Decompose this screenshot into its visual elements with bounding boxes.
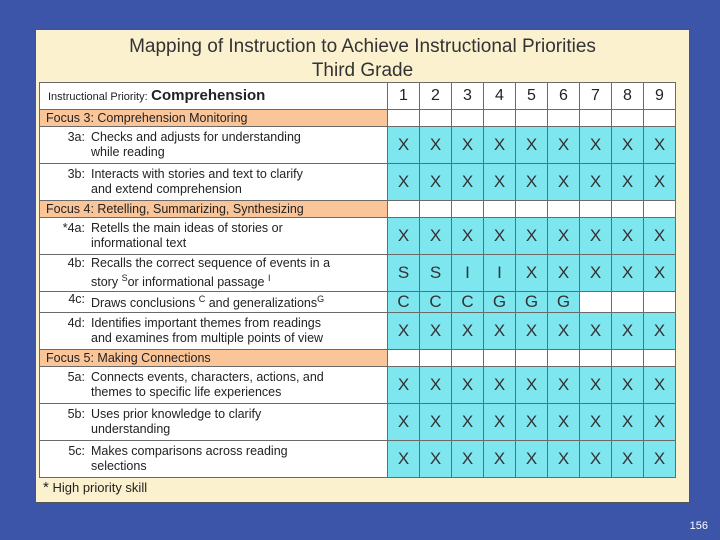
skill-description — [40, 404, 388, 441]
focus-label: Focus 4: Retelling, Summarizing, Synthesizing — [40, 201, 388, 218]
focus-label: Focus 5: Making Connections — [40, 350, 388, 367]
skill-index: *4a: — [62, 221, 85, 235]
grade-mark: C — [452, 292, 484, 313]
grade-mark: X — [580, 441, 612, 478]
empty-cell — [420, 201, 452, 218]
focus-label: Focus 3: Comprehension Monitoring — [40, 110, 388, 127]
grade-mark: X — [516, 404, 548, 441]
grade-mark: X — [612, 313, 644, 350]
mapping-table — [39, 82, 676, 478]
grade-mark: X — [644, 218, 676, 255]
skill-row — [40, 313, 676, 350]
skill-row — [40, 164, 676, 201]
empty-cell — [644, 110, 676, 127]
grade-mark: X — [548, 367, 580, 404]
skill-description — [40, 367, 388, 404]
grade-mark: X — [644, 404, 676, 441]
grade-header: 1 — [388, 83, 420, 110]
slide — [35, 29, 690, 503]
header-row — [40, 83, 676, 110]
grade-mark: X — [580, 255, 612, 292]
skill-description — [40, 164, 388, 201]
skill-description — [40, 292, 388, 313]
title: Mapping of Instruction to Achieve Instructional Priorities — [129, 36, 596, 57]
grade-mark: X — [452, 441, 484, 478]
skill-index: 5a: — [67, 370, 85, 384]
skill-description — [40, 255, 388, 292]
footnote-text: High priority skill — [52, 480, 148, 495]
grade-mark: X — [516, 367, 548, 404]
grade-mark: X — [420, 313, 452, 350]
skill-index: 4b: — [67, 255, 85, 270]
empty-cell — [548, 350, 580, 367]
grade-header: 8 — [612, 83, 644, 110]
grade-header: 5 — [516, 83, 548, 110]
skill-row — [40, 367, 676, 404]
grade-mark: X — [580, 164, 612, 201]
grade-mark: X — [484, 404, 516, 441]
skill-index: 5b: — [67, 407, 85, 421]
empty-cell — [580, 350, 612, 367]
priority-cell — [40, 83, 388, 110]
grade-mark: X — [484, 313, 516, 350]
skill-index: 3b: — [67, 167, 85, 181]
grade-mark: X — [388, 441, 420, 478]
empty-cell — [420, 110, 452, 127]
grade-mark: I — [452, 255, 484, 292]
empty-cell — [548, 201, 580, 218]
skill-row — [40, 441, 676, 478]
grade-mark: X — [516, 255, 548, 292]
empty-cell — [484, 350, 516, 367]
grade-mark: X — [516, 313, 548, 350]
skill-text: Checks and adjusts for understanding while reading — [91, 130, 301, 159]
grade-mark: X — [580, 313, 612, 350]
empty-cell — [548, 110, 580, 127]
skill-index: 4c: — [68, 292, 85, 307]
skill-row — [40, 404, 676, 441]
empty-cell — [388, 350, 420, 367]
empty-cell — [388, 110, 420, 127]
focus-row — [40, 110, 676, 127]
grade-mark — [580, 292, 612, 313]
grade-mark: X — [452, 218, 484, 255]
grade-mark: X — [580, 218, 612, 255]
grade-mark: X — [388, 367, 420, 404]
empty-cell — [420, 350, 452, 367]
grade-mark: X — [580, 367, 612, 404]
empty-cell — [612, 350, 644, 367]
grade-mark: C — [388, 292, 420, 313]
empty-cell — [452, 110, 484, 127]
grade-mark: X — [388, 218, 420, 255]
grade-mark: X — [516, 127, 548, 164]
grade-header: 7 — [580, 83, 612, 110]
priority-star: * — [62, 221, 68, 235]
grade-mark: X — [388, 313, 420, 350]
empty-cell — [580, 110, 612, 127]
grade-mark: S — [388, 255, 420, 292]
grade-mark: X — [548, 255, 580, 292]
footnote — [43, 479, 147, 496]
focus-row — [40, 201, 676, 218]
skill-text: Recalls the correct sequence of events in a story $^S$or informational passage $^I$ — [91, 255, 331, 290]
grade-mark: X — [420, 404, 452, 441]
skill-text: Retells the main ideas of stories or informational text — [91, 221, 283, 250]
footnote-star: * — [43, 479, 49, 496]
grade-mark: I — [484, 255, 516, 292]
grade-mark: X — [420, 367, 452, 404]
grade-header: 4 — [484, 83, 516, 110]
grade-mark: X — [420, 441, 452, 478]
skill-description — [40, 313, 388, 350]
skill-text: Makes comparisons across reading selections — [91, 444, 288, 473]
grade-mark: X — [644, 367, 676, 404]
grade-mark: X — [548, 441, 580, 478]
grade-mark: X — [452, 313, 484, 350]
grade-mark: X — [388, 164, 420, 201]
focus-row — [40, 350, 676, 367]
empty-cell — [644, 201, 676, 218]
skill-text: Draws conclusions $^C$ and generalizations$^G$ — [91, 294, 325, 311]
grade-mark: X — [484, 218, 516, 255]
subtitle: Third Grade — [311, 60, 414, 81]
grade-header: 6 — [548, 83, 580, 110]
empty-cell — [516, 201, 548, 218]
grade-mark: X — [612, 218, 644, 255]
grade-mark: X — [644, 164, 676, 201]
grade-mark: X — [548, 404, 580, 441]
grade-mark: X — [388, 404, 420, 441]
skill-text: Uses prior knowledge to clarify understanding — [91, 407, 262, 436]
grade-mark — [644, 292, 676, 313]
grade-mark: X — [548, 127, 580, 164]
empty-cell — [612, 110, 644, 127]
grade-header: 2 — [420, 83, 452, 110]
skill-row — [40, 127, 676, 164]
grade-mark: X — [612, 441, 644, 478]
grade-mark: X — [644, 313, 676, 350]
empty-cell — [612, 201, 644, 218]
grade-mark: C — [420, 292, 452, 313]
grade-mark: X — [612, 164, 644, 201]
grade-mark: X — [516, 218, 548, 255]
grade-mark: X — [644, 441, 676, 478]
grade-mark: X — [548, 218, 580, 255]
skill-row — [40, 255, 676, 292]
skill-index: 5c: — [68, 444, 85, 458]
skill-index: 4d: — [67, 316, 85, 330]
grade-mark: X — [612, 367, 644, 404]
grade-mark: X — [516, 441, 548, 478]
priority-label: Instructional Priority: — [48, 90, 148, 103]
skill-index: 3a: — [67, 130, 85, 144]
grade-mark: X — [484, 441, 516, 478]
grade-header: 9 — [644, 83, 676, 110]
skill-text: Connects events, characters, actions, and themes to specific life experiences — [91, 370, 324, 399]
grade-mark: X — [484, 127, 516, 164]
grade-mark: X — [644, 255, 676, 292]
empty-cell — [516, 110, 548, 127]
grade-mark: X — [484, 367, 516, 404]
page-number: 156 — [689, 520, 708, 532]
empty-cell — [644, 350, 676, 367]
grade-mark — [612, 292, 644, 313]
grade-mark: X — [420, 218, 452, 255]
grade-mark: S — [420, 255, 452, 292]
grade-mark: X — [644, 127, 676, 164]
skill-description — [40, 127, 388, 164]
skill-text: Interacts with stories and text to clarify and extend comprehension — [91, 167, 303, 196]
grade-mark: G — [516, 292, 548, 313]
skill-description — [40, 441, 388, 478]
grade-mark: X — [484, 164, 516, 201]
priority-value: Comprehension — [151, 86, 266, 104]
skill-row — [40, 218, 676, 255]
skill-row — [40, 292, 676, 313]
skill-text: Identifies important themes from readings and examines from multiple points of view — [91, 316, 324, 345]
grade-mark: X — [388, 127, 420, 164]
skill-description — [40, 218, 388, 255]
grade-mark: X — [612, 255, 644, 292]
grade-mark: X — [612, 404, 644, 441]
grade-mark: X — [612, 127, 644, 164]
grade-mark: X — [580, 404, 612, 441]
grade-mark: G — [548, 292, 580, 313]
empty-cell — [452, 350, 484, 367]
grade-mark: X — [420, 127, 452, 164]
grade-mark: X — [452, 367, 484, 404]
empty-cell — [484, 201, 516, 218]
grade-mark: G — [484, 292, 516, 313]
grade-mark: X — [452, 164, 484, 201]
empty-cell — [484, 110, 516, 127]
grade-mark: X — [580, 127, 612, 164]
grade-header: 3 — [452, 83, 484, 110]
grade-mark: X — [548, 313, 580, 350]
grade-mark: X — [452, 127, 484, 164]
grade-mark: X — [452, 404, 484, 441]
grade-mark: X — [516, 164, 548, 201]
grade-mark: X — [420, 164, 452, 201]
empty-cell — [388, 201, 420, 218]
grade-mark: X — [548, 164, 580, 201]
empty-cell — [516, 350, 548, 367]
empty-cell — [580, 201, 612, 218]
empty-cell — [452, 201, 484, 218]
